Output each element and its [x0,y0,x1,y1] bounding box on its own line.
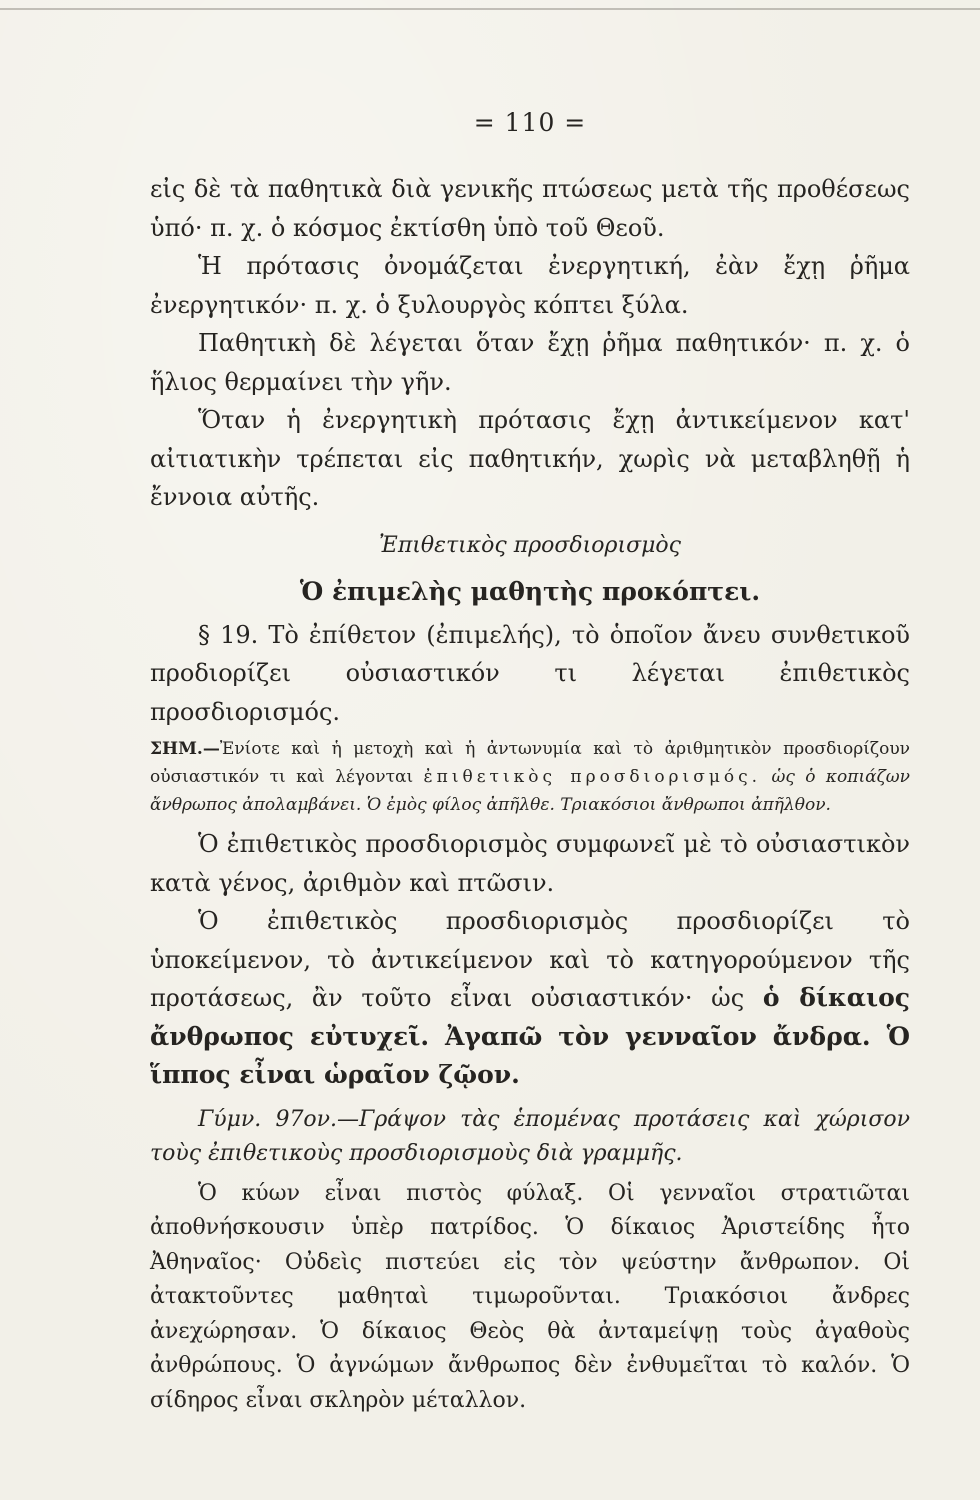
note-examples: ὡς ὁ κοπιάζων ἄνθρωπος ἀπολαμβάνει. Ὁ ἐμὸς φίλος ἀπῆλθε. Τριακόσιοι ἄνθρωποι ἀπῆλθον. [150,767,911,815]
paragraph-passive-genitive: εἰς δὲ τὰ παθητικὰ διὰ γενικῆς πτώσεως μετὰ τῆς προθέσεως ὑπό· π. χ. ὁ κόσμος ἐκτίσθη ὑπὸ τοῦ Θεοῦ. [150,175,910,242]
paragraph-passive-sentence: Παθητικὴ δὲ λέγεται ὅταν ἔχῃ ῥῆμα παθητικόν· π. χ. ὁ ἥλιος θερμαίνει τὴν γῆν. [150,329,910,396]
definition-text: Τὸ ἐπίθετον (ἐπιμελής), τὸ ὁποῖον ἄνευ συνθετικοῦ προδιορίζει οὐσιαστικόν τι λέγεται ἐπιθετικὸς προσδιορισμός. [150,620,910,726]
note-text: Ἐνίοτε καὶ ἡ μετοχὴ καὶ ἡ ἀντωνυμία καὶ τὸ ἀριθμητικὸν προσδιορίζουν οὐσιαστικόν τι καὶ λέγονται [150,739,910,787]
page-number: = 110 = [473,108,587,137]
paragraph-agreement-rule: Ὁ ἐπιθετικὸς προσδιορισμὸς συμφωνεῖ μὲ τὸ οὐσιαστικὸν κατὰ γένος, ἀριθμὸν καὶ πτῶσιν. [150,830,910,897]
paragraph-conversion-rule: Ὅταν ἡ ἐνεργητικὴ πρότασις ἔχῃ ἀντικείμενον κατ' αἰτιατικὴν τρέπεται εἰς παθητικήν, χωρὶς νὰ μεταβληθῇ ἡ ἔννοια αὐτῆς. [150,406,910,511]
section-number: § 19. [198,620,259,649]
note-label: ΣΗΜ.— [150,739,220,759]
page-body [150,170,910,1418]
page-edge-line [0,8,980,10]
paragraph-definition [150,616,910,732]
paragraph-active-sentence: Ἡ πρότασις ὀνομάζεται ἐνεργητική, ἐὰν ἔχῃ ῥῆμα ἐνεργητικόν· π. χ. ὁ ξυλουργὸς κόπτει ξύλα. [150,252,910,319]
paragraph-usage-rule [150,902,910,1095]
usage-rule-examples: ὁ δίκαιος ἄνθρωπος εὐτυχεῖ. Ἀγαπῶ τὸν γενναῖον ἄνδρα. Ὁ ἵππος εἶναι ὡραῖον ζῷον. [150,983,910,1089]
exercise-body: Ὁ κύων εἶναι πιστὸς φύλαξ. Οἱ γενναῖοι στρατιῶται ἀποθνήσκουσιν ὑπὲρ πατρίδος. Ὁ δίκαιος Ἀριστείδης ἦτο Ἀθηναῖος· Οὐδεὶς πιστεύει εἰς τὸν ψεύστην ἄνθρωπον. Οἱ ἀτακτοῦντες μαθηταὶ τιμωροῦνται. Τριακόσιοι ἄνδρες ἀνεχώρησαν. Ὁ δίκαιος Θεὸς θὰ ἀνταμείψῃ τοὺς ἀγαθοὺς ἀνθρώπους. Ὁ ἀγνώμων ἄνθρωπος δὲν ἐνθυμεῖται τὸ καλόν. Ὁ σίδηρος εἶναι σκληρὸν μέταλλον. [150,1180,910,1413]
section-heading: Ἐπιθετικὸς προσδιορισμὸς [379,532,681,558]
example-sentence: Ὁ ἐπιμελὴς μαθητὴς προκόπτει. [299,577,761,606]
note-spaced-term: ἐπιθετικὸς προσδιορισμός. [423,767,762,787]
usage-rule-text: Ὁ ἐπιθετικὸς προσδιορισμὸς προσδιορίζει τὸ ὑποκείμενον, τὸ ἀντικείμενον καὶ τὸ κατηγορούμενον τῆς προτάσεως, ἂν τοῦτο εἶναι οὐσιαστικόν· ὡς [150,907,910,1012]
exercise-title: Γύμν. 97ον.—Γράψον τὰς ἑπομένας προτάσεις καὶ χώρισον τοὺς ἐπιθετικοὺς προσδιορισμοὺς διὰ γραμμῆς. [150,1106,910,1166]
note-block [150,735,910,819]
